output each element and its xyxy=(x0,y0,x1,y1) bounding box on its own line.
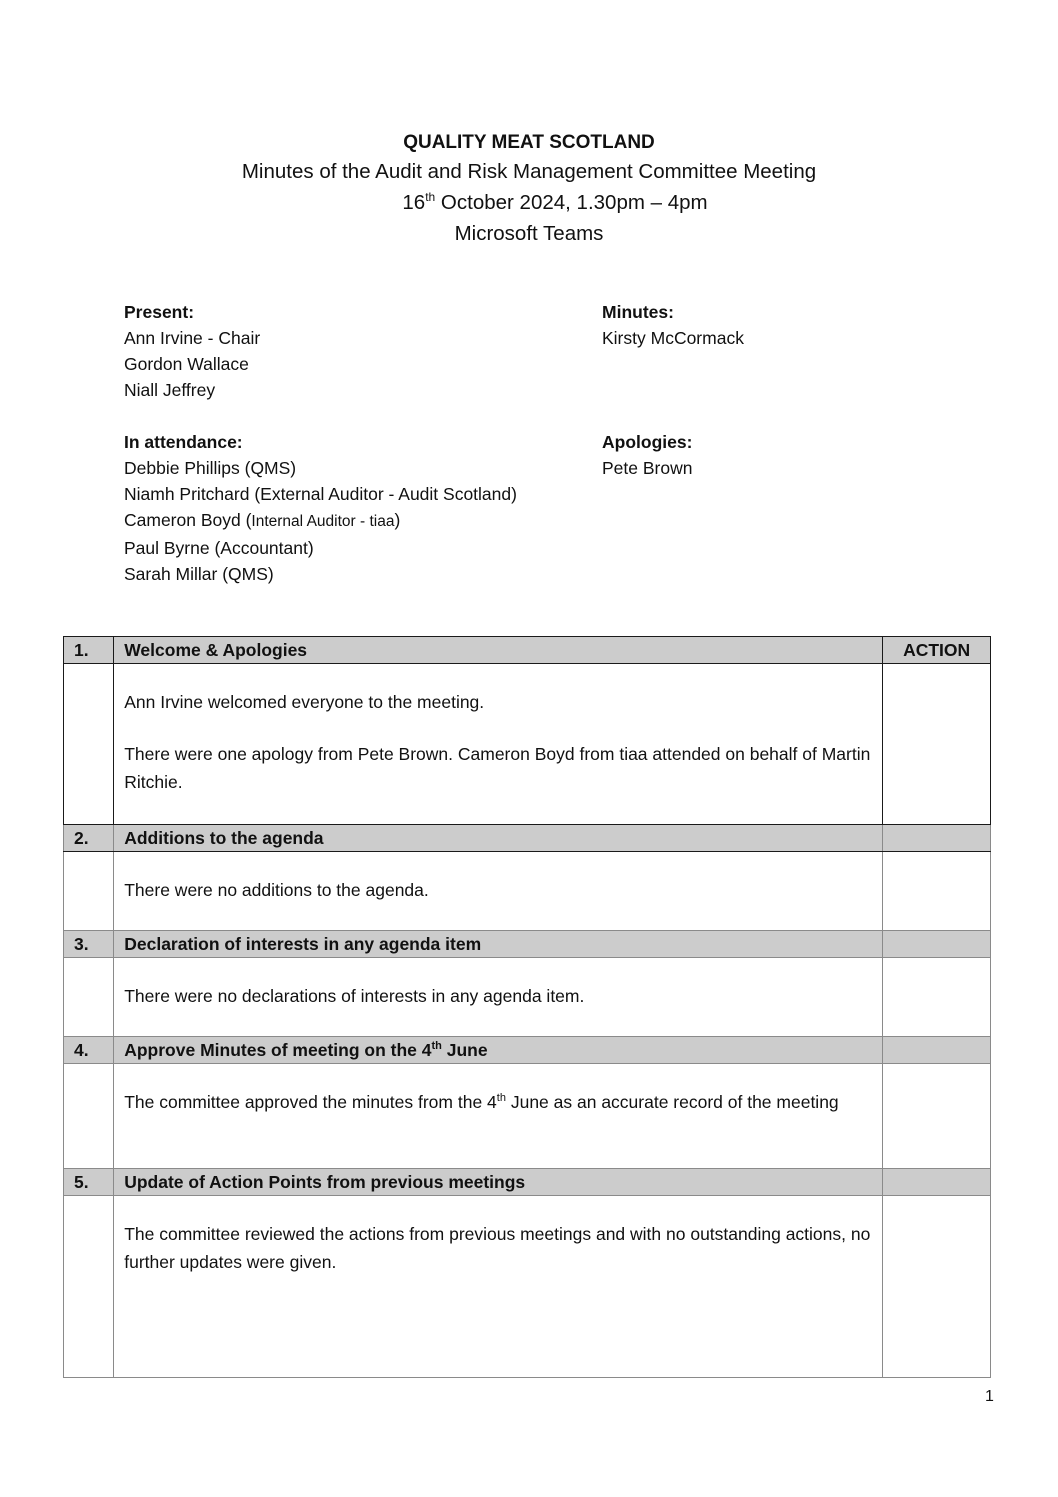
item-paragraph xyxy=(124,1088,872,1116)
attendee: Sarah Millar (QMS) xyxy=(124,564,274,584)
item-title: Additions to the agenda xyxy=(114,825,883,852)
item-action xyxy=(883,1037,991,1064)
date-day: 16 xyxy=(402,191,426,214)
present-name: Gordon Wallace xyxy=(124,354,249,374)
attendee-name: Cameron Boyd ( xyxy=(124,510,252,530)
item-number-blank xyxy=(64,1064,114,1169)
apologies-label: Apologies: xyxy=(602,432,693,452)
item-number: 2. xyxy=(64,825,114,852)
agenda-item-header xyxy=(64,637,991,664)
organisation-name: QUALITY MEAT SCOTLAND xyxy=(403,132,655,153)
item-action xyxy=(883,852,991,931)
attendee-role: Internal Auditor - tiaa xyxy=(251,513,395,530)
meeting-title: Minutes of the Audit and Risk Management Committee Meeting xyxy=(241,160,817,183)
ordinal-suffix: th xyxy=(496,1092,506,1105)
agenda-item-header xyxy=(64,931,991,958)
paragraph-text: June as an accurate record of the meeting xyxy=(505,1092,839,1112)
item-action xyxy=(883,1196,991,1378)
attendance-label: In attendance: xyxy=(124,432,243,452)
item-title: Declaration of interests in any agenda item xyxy=(114,931,883,958)
agenda-item-header xyxy=(64,825,991,852)
item-title: Update of Action Points from previous meetings xyxy=(114,1169,883,1196)
item-paragraph: Ann Irvine welcomed everyone to the meeting. xyxy=(124,692,485,712)
item-content xyxy=(114,1196,883,1378)
attendee-role-close: ) xyxy=(394,510,401,530)
date-suffix: th xyxy=(425,190,436,205)
date-time: October 2024, 1.30pm – 4pm xyxy=(435,191,708,214)
agenda-item-header xyxy=(64,1169,991,1196)
apology-name: Pete Brown xyxy=(602,458,693,478)
item-content xyxy=(114,958,883,1037)
agenda-table xyxy=(63,636,991,1378)
present-section xyxy=(124,299,260,403)
item-number-blank xyxy=(64,1196,114,1378)
attendee: Debbie Phillips (QMS) xyxy=(124,458,297,478)
agenda-item-body xyxy=(64,1064,991,1169)
meeting-date xyxy=(26,187,1058,218)
item-number-blank xyxy=(64,852,114,931)
item-action xyxy=(883,664,991,825)
item-number-blank xyxy=(64,664,114,825)
item-action xyxy=(883,1169,991,1196)
paragraph-text: The committee approved the minutes from the 4 xyxy=(124,1092,497,1112)
agenda-item-body xyxy=(64,664,991,825)
item-number: 5. xyxy=(64,1169,114,1196)
page-number: 1 xyxy=(985,1388,994,1405)
agenda-item-body xyxy=(64,1196,991,1378)
meeting-venue: Microsoft Teams xyxy=(454,222,604,245)
item-title-text: June xyxy=(441,1040,488,1060)
item-content xyxy=(114,852,883,931)
ordinal-suffix: th xyxy=(431,1040,442,1053)
minutes-section xyxy=(602,299,744,351)
item-title-text: Approve Minutes of meeting on the 4 xyxy=(124,1040,432,1060)
item-number: 1. xyxy=(64,637,114,664)
agenda-item-header xyxy=(64,1037,991,1064)
item-paragraph: There were one apology from Pete Brown. Cameron Boyd from tiaa attended on behalf of Martin Ritchie. xyxy=(124,744,871,792)
item-number: 4. xyxy=(64,1037,114,1064)
attendee: Paul Byrne (Accountant) xyxy=(124,538,314,558)
item-content xyxy=(114,664,883,825)
item-paragraph: There were no additions to the agenda. xyxy=(124,880,429,900)
present-label: Present: xyxy=(124,302,195,322)
attendee: Niamh Pritchard (External Auditor - Audit Scotland) xyxy=(124,484,517,504)
item-number: 3. xyxy=(64,931,114,958)
action-column-header: ACTION xyxy=(883,637,991,664)
present-name: Ann Irvine - Chair xyxy=(124,328,261,348)
item-action xyxy=(883,958,991,1037)
item-content xyxy=(114,1064,883,1169)
item-action xyxy=(883,825,991,852)
apologies-section xyxy=(602,429,692,481)
minute-taker: Kirsty McCormack xyxy=(602,328,744,348)
item-title xyxy=(114,1037,883,1064)
attendance-section xyxy=(124,429,517,587)
attendee xyxy=(124,507,517,535)
document-header xyxy=(0,130,1058,249)
item-paragraph: The committee reviewed the actions from previous meetings and with no outstanding actions, no further updates were given. xyxy=(124,1224,871,1272)
present-name: Niall Jeffrey xyxy=(124,380,216,400)
item-title: Welcome & Apologies xyxy=(114,637,883,664)
agenda-item-body xyxy=(64,958,991,1037)
item-paragraph: There were no declarations of interests in any agenda item. xyxy=(124,986,585,1006)
item-number-blank xyxy=(64,958,114,1037)
agenda-item-body xyxy=(64,852,991,931)
item-action xyxy=(883,1064,991,1169)
minutes-label: Minutes: xyxy=(602,302,674,322)
item-action xyxy=(883,931,991,958)
